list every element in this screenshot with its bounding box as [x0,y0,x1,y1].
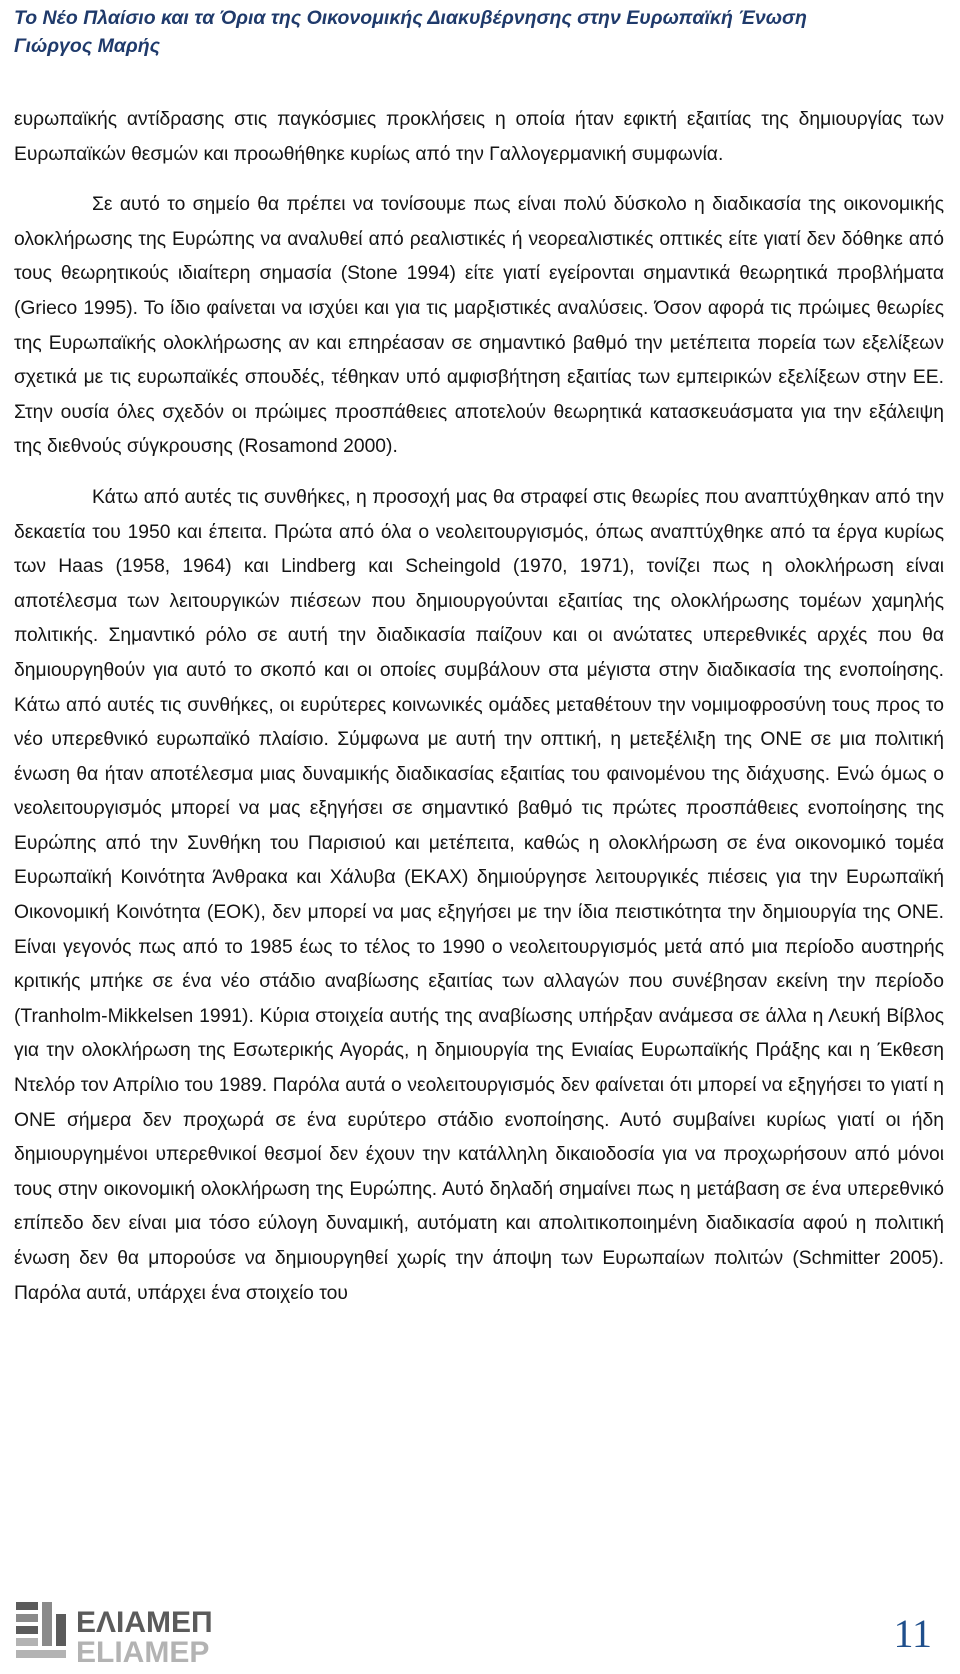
paragraph: Κάτω από αυτές τις συνθήκες, η προσοχή μας θα στραφεί στις θεωρίες που αναπτύχθηκαν από την δεκαετία του 1950 και έπειτα. Πρώτα από όλα ο νεολειτουργισμός, όπως αναπτύχθηκε από τα έργα κυρίως των Haas (1958, 1964) και Lindberg και Scheingold (1970, 1971), τονίζει πως η ολοκλήρωση είναι αποτέλεσμα των λειτουργικών πιέσεων που δημιουργούνται εξαιτίας της ολοκλήρωσης τομέων χαμηλής πολιτικής. Σημαντικό ρόλο σε αυτή την διαδικασία παίζουν και οι ανώτατες υπερεθνικές αρχές που θα δημιουργηθούν για αυτό το σκοπό και οι οποίες συμβάλουν στα μέγιστα στην διαδικασία της ενοποίησης. Κάτω από αυτές τις συνθήκες, οι ευρύτερες κοινωνικές ομάδες μεταθέτουν την νομιμοφροσύνη τους προς το νέο υπερεθνικό ευρωπαϊκό πλαίσιο. Σύμφωνα με αυτή την οπτική, η μετεξέλιξη της ΟΝΕ σε μια πολιτική ένωση θα ήταν αποτέλεσμα μιας δυναμικής διαδικασίας εξαιτίας του φαινομένου της διάχυσης. Ενώ όμως ο νεολειτουργισμός μπορεί να μας εξηγήσει σε σημαντικό βαθμό τις πρώτες προσπάθειες ενοποίησης της Ευρώπης από την Συνθήκη του Παρισιού και μετέπειτα, καθώς η ολοκλήρωση σε ένα οικονομικό τομέα Ευρωπαϊκή Κοινότητα Άνθρακα και Χάλυβα (ΕΚΑΧ) δημιούργησε λειτουργικές πιέσεις για την Ευρωπαϊκή Οικονομική Κοινότητα (ΕΟΚ), δεν μπορεί να μας εξηγήσει με την ίδια πειστικότητα την δημιουργία της ΟΝΕ. Είναι γεγονός πως από το 1985 έως το τέλος το 1990 ο νεολειτουργισμός μετά από μια περίοδο αυστηρής κριτικής μπήκε σε ένα νέο στάδιο αναβίωσης εξαιτίας των αλλαγών που συνέβησαν εκείνη την περίοδο (Tranholm-Mikkelsen 1991). Κύρια στοιχεία αυτής της αναβίωσης υπήρξαν ανάμεσα σε άλλα η Λευκή Βίβλος για την ολοκλήρωση της Εσωτερικής Αγοράς, η δημιουργία της Ενιαίας Ευρωπαϊκής Πράξης και η Έκθεση Ντελόρ τον Απρίλιο του 1989. Παρόλα αυτά ο νεολειτουργισμός δεν φαίνεται ότι μπορεί να εξηγήσει το γιατί η ΟΝΕ σήμερα δεν προχωρά σε ένα ευρύτερο στάδιο ενοποίησης. Αυτό συμβαίνει κυρίως γιατί οι ήδη δημιουργημένοι υπερεθνικοί θεσμοί δεν έχουν την κατάλληλη δικαιοδοσία για να προχωρήσουν από μόνοι τους στην οικονομική ολοκλήρωση της Ευρώπης. Αυτό δηλαδή σημαίνει πως η μετάβαση σε ένα υπερεθνικό επίπεδο δεν είναι μια τόσο εύλογη δυναμική, αυτόματη και απολιτικοποιημένη διαδικασία αφού η πολιτική ένωση δεν θα μπορούσε να δημιουργηθεί χωρίς την άποψη των Ευρωπαίων πολιτών (Schmitter 2005). Παρόλα αυτά, υπάρχει ένα στοιχείο του [14,486,944,1304]
page-number: 11 [893,1611,932,1656]
running-header [14,4,946,60]
document-author: Γιώργος Μαρής [14,35,161,57]
page-footer [14,1596,946,1668]
document-title: Το Νέο Πλαίσιο και τα Όρια της Οικονομικής Διακυβέρνησης στην Ευρωπαϊκή Ένωση [14,7,807,29]
logo-text-greek: ΕΛΙΑΜΕΠ [76,1606,213,1639]
paragraph: Σε αυτό το σημείο θα πρέπει να τονίσουμε πως είναι πολύ δύσκολο η διαδικασία της οικονομικής ολοκλήρωσης της Ευρώπης να αναλυθεί από ρεαλιστικές ή νεορεαλιστικές οπτικές είτε γιατί δεν δόθηκε από τους θεωρητικούς ιδιαίτερη σημασία (Stone 1994) είτε γιατί εγείρονται σημαντικά θεωρητικά προβλήματα (Grieco 1995). Το ίδιο φαίνεται να ισχύει και για τις μαρξιστικές αναλύσεις. Όσον αφορά τις πρώιμες θεωρίες της Ευρωπαϊκής ολοκλήρωσης αν και επηρέασαν σε σημαντικό βαθμό την μετέπειτα πορεία των εξελίξεων σχετικά με τις ευρωπαϊκές σπουδές, τέθηκαν υπό αμφισβήτηση εξαιτίας των εμπειρικών εξελίξεων στην ΕΕ. Στην ουσία όλες σχεδόν οι πρώιμες προσπάθειες αποτελούν θεωρητικά κατασκευάσματα για την εξάλειψη της διεθνούς σύγκρουσης (Rosamond 2000). [14,194,944,458]
eliamep-logo [14,1596,254,1668]
page-body [14,103,944,1327]
paragraph-continued: ευρωπαϊκής αντίδρασης στις παγκόσμιες προκλήσεις η οποία ήταν εφικτή εξαιτίας της δημιουργίας των Ευρωπαϊκών θεσμών και προωθήθηκε κυρίως από την Γαλλογερμανική συμφωνία. [14,109,944,165]
logo-text-latin: ELIAMEP [76,1636,210,1668]
logo-mark-icon [16,1602,66,1658]
